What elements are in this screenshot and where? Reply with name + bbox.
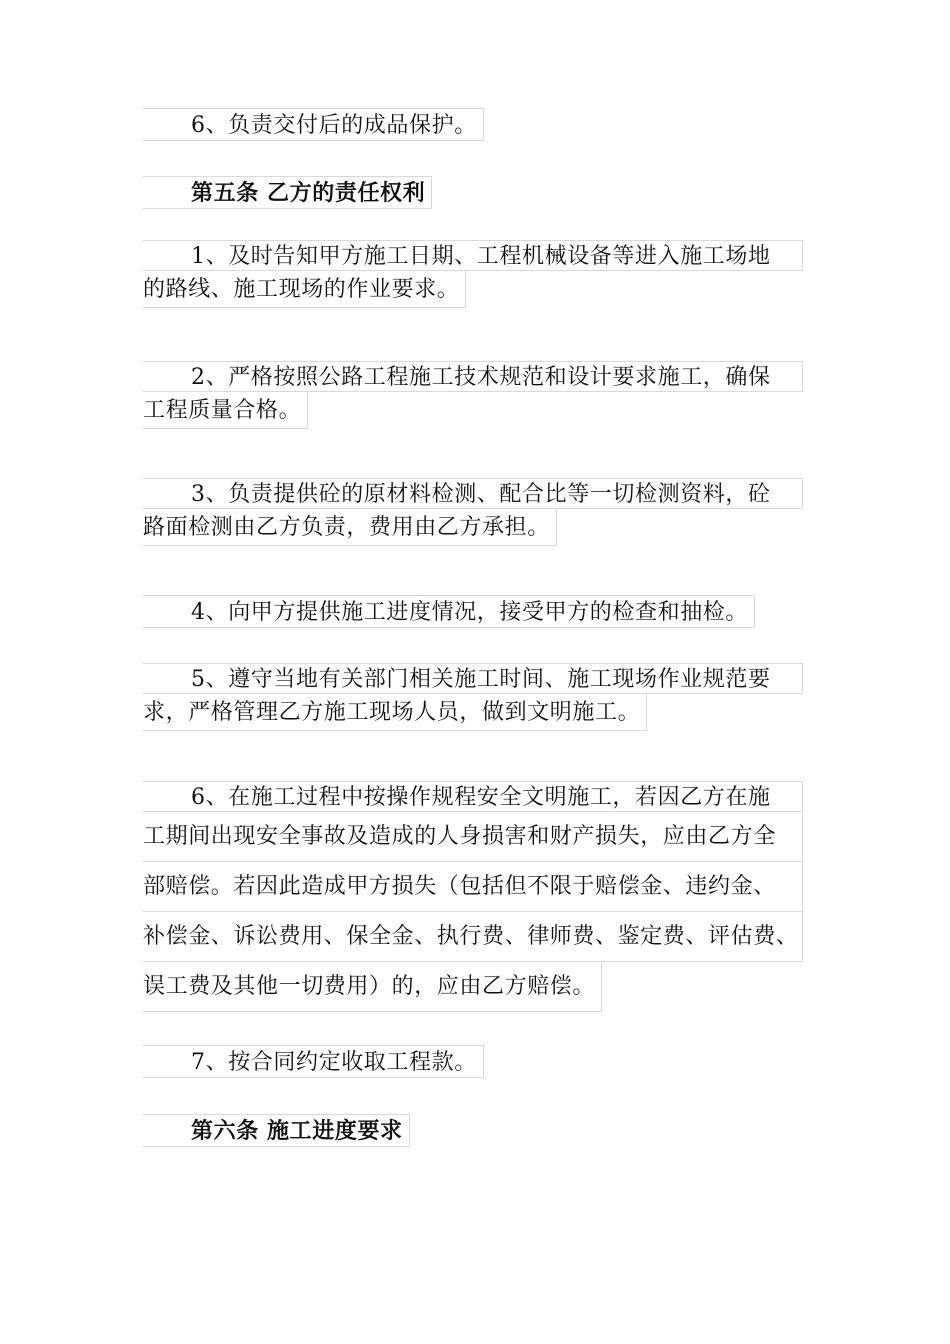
text-line: 的路线、施工现场的作业要求。 xyxy=(143,271,466,308)
paragraph-item-1 xyxy=(143,240,807,308)
text-line: 5、遵守当地有关部门相关施工时间、施工现场作业规范要 xyxy=(143,663,803,694)
paragraph-item-7 xyxy=(143,1045,807,1078)
text-line: 补偿金、诉讼费用、保全金、执行费、律师费、鉴定费、评估费、 xyxy=(143,912,803,962)
text-line: 7、按合同约定收取工程款。 xyxy=(143,1045,484,1078)
text-line: 6、在施工过程中按操作规程安全文明施工，若因乙方在施 xyxy=(143,781,803,812)
text-line: 6、负责交付后的成品保护。 xyxy=(143,108,484,141)
text-line: 4、向甲方提供施工进度情况，接受甲方的检查和抽检。 xyxy=(143,595,755,628)
heading-line: 第六条 施工进度要求 xyxy=(143,1114,410,1147)
text-line: 3、负责提供砼的原材料检测、配合比等一切检测资料，砼 xyxy=(143,478,803,509)
heading-article-five xyxy=(143,176,807,209)
paragraph-item-3 xyxy=(143,478,807,546)
paragraph-protection xyxy=(143,108,807,141)
text-line: 路面检测由乙方负责，费用由乙方承担。 xyxy=(143,509,557,546)
text-line: 部赔偿。若因此造成甲方损失（包括但不限于赔偿金、违约金、 xyxy=(143,862,803,912)
paragraph-item-2 xyxy=(143,361,807,429)
paragraph-item-4 xyxy=(143,595,807,628)
text-line: 求，严格管理乙方施工现场人员，做到文明施工。 xyxy=(143,694,647,731)
text-line: 1、及时告知甲方施工日期、工程机械设备等进入施工场地 xyxy=(143,240,803,271)
text-line: 工程质量合格。 xyxy=(143,392,308,429)
heading-line: 第五条 乙方的责任权利 xyxy=(143,176,432,209)
heading-article-six xyxy=(143,1114,807,1147)
text-line: 误工费及其他一切费用）的，应由乙方赔偿。 xyxy=(143,962,602,1012)
text-line: 2、严格按照公路工程施工技术规范和设计要求施工，确保 xyxy=(143,361,803,392)
paragraph-item-5 xyxy=(143,663,807,731)
paragraph-item-6 xyxy=(143,781,807,1012)
text-line: 工期间出现安全事故及造成的人身损害和财产损失，应由乙方全 xyxy=(143,812,803,862)
